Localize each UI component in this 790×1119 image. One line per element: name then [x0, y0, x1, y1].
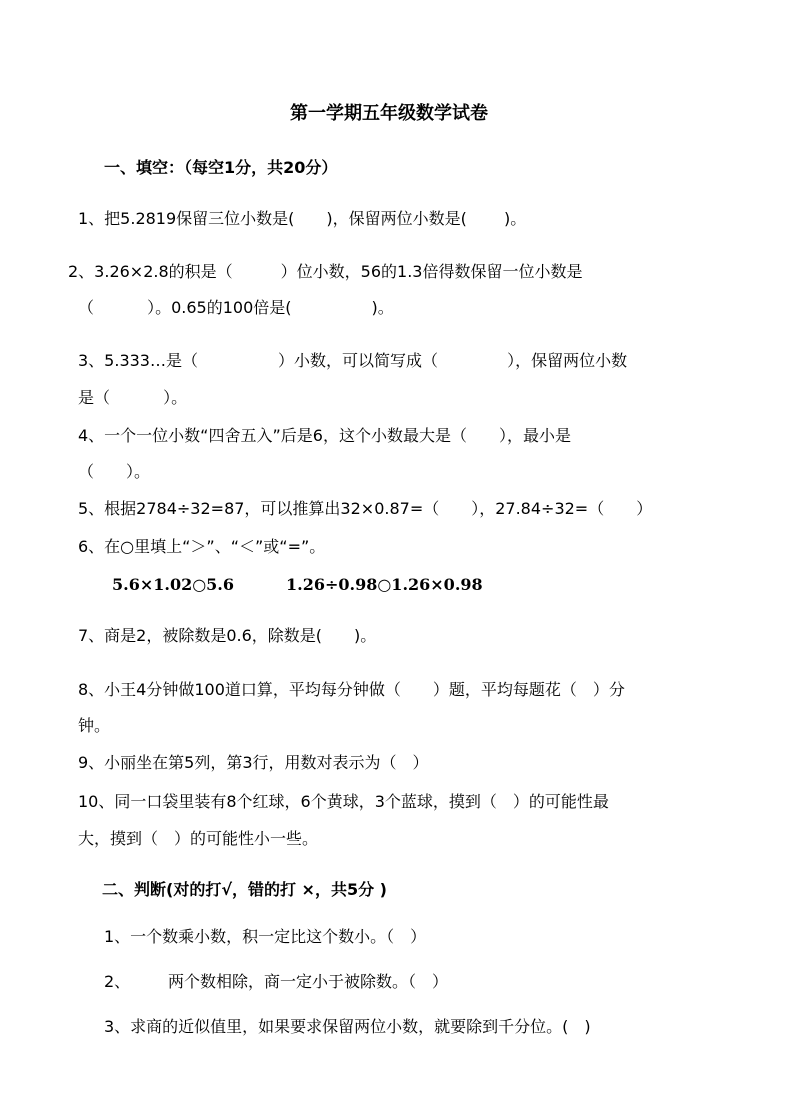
- question-9: 9、小丽坐在第5列，第3行，用数对表示为（ ）: [78, 753, 429, 772]
- judge-question-2-number: 2、: [104, 972, 131, 991]
- page-title: 第一学期五年级数学试卷: [290, 103, 488, 124]
- judge-question-2: 两个数相除，商一定小于被除数。（ ）: [168, 972, 449, 991]
- question-6: 6、在○里填上“＞”、“＜”或“=”。: [78, 537, 326, 556]
- question-10-line2: 大，摸到（ ）的可能性小一些。: [78, 829, 319, 848]
- question-8-line1: 8、小王4分钟做100道口算，平均每分钟做（ ）题，平均每题花（ ）分: [78, 680, 625, 699]
- section1-heading: 一、填空：（每空1分，共20分）: [104, 158, 338, 177]
- question-5: 5、根据2784÷32=87，可以推算出32×0.87=（ ），27.84÷32=（ ）: [78, 499, 653, 518]
- question-4-line2: （ ）。: [78, 462, 151, 481]
- question-3-line2: 是（ ）。: [78, 388, 188, 407]
- question-7: 7、商是2，被除数是0.6，除数是( )。: [78, 626, 377, 645]
- judge-question-3: 3、求商的近似值里，如果要求保留两位小数，就要除到千分位。( ): [104, 1017, 591, 1036]
- question-2-line2: （ ）。0.65的100倍是( )。: [78, 298, 394, 317]
- question-6-compare-b: 1.26÷0.98○1.26×0.98: [286, 575, 483, 594]
- section2-heading: 二、判断(对的打√，错的打 ×，共5分 ): [102, 880, 387, 899]
- question-8-line2: 钟。: [78, 716, 111, 735]
- question-2-line1: 2、3.26×2.8的积是（ ）位小数，56的1.3倍得数保留一位小数是: [68, 262, 583, 281]
- question-1: 1、把5.2819保留三位小数是( )，保留两位小数是( )。: [78, 209, 527, 228]
- question-3-line1: 3、5.333…是（ ）小数，可以简写成（ ），保留两位小数: [78, 351, 628, 370]
- judge-question-1: 1、一个数乘小数，积一定比这个数小。（ ）: [104, 927, 427, 946]
- question-6-compare-a: 5.6×1.02○5.6: [112, 575, 235, 594]
- question-10-line1: 10、同一口袋里装有8个红球，6个黄球，3个蓝球，摸到（ ）的可能性最: [78, 792, 609, 811]
- question-4-line1: 4、一个一位小数“四舍五入”后是6，这个小数最大是（ ），最小是: [78, 426, 571, 445]
